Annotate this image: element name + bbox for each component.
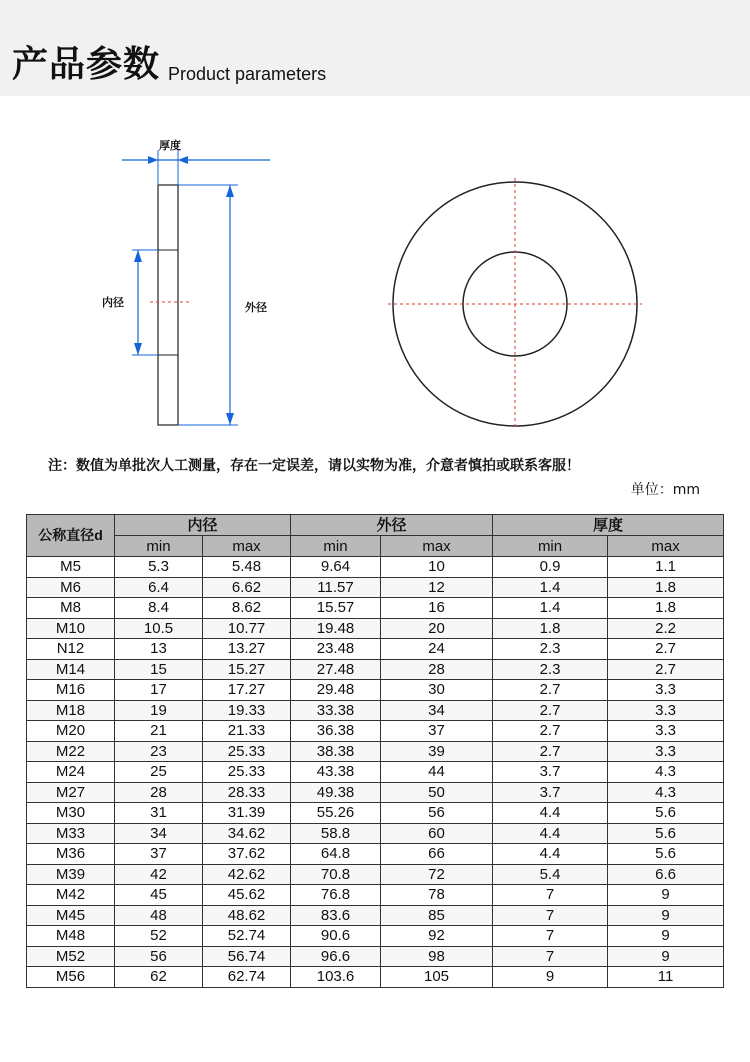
nominal-cell: M24 bbox=[27, 762, 115, 783]
thickness-min-cell: 7 bbox=[493, 926, 608, 947]
outer-min-cell: 58.8 bbox=[291, 823, 381, 844]
outer-min-cell: 76.8 bbox=[291, 885, 381, 906]
nominal-cell: M45 bbox=[27, 905, 115, 926]
measurement-note: 注：数值为单批次人工测量，存在一定误差，请以实物为准，介意者慎拍或联系客服！ bbox=[48, 458, 580, 474]
inner-max-cell: 52.74 bbox=[203, 926, 291, 947]
table-row bbox=[27, 885, 724, 906]
inner-min-cell: 15 bbox=[115, 659, 203, 680]
thickness-max-cell: 1.1 bbox=[608, 557, 724, 578]
table-row bbox=[27, 946, 724, 967]
thickness-min-cell: 5.4 bbox=[493, 864, 608, 885]
inner-max-cell: 45.62 bbox=[203, 885, 291, 906]
thickness-max-cell: 2.2 bbox=[608, 618, 724, 639]
inner-min-cell: 23 bbox=[115, 741, 203, 762]
thickness-min-cell: 2.7 bbox=[493, 741, 608, 762]
outer-min-cell: 55.26 bbox=[291, 803, 381, 824]
outer-min-cell: 90.6 bbox=[291, 926, 381, 947]
subheader-outer-min: min bbox=[291, 536, 381, 557]
outer-max-cell: 85 bbox=[381, 905, 493, 926]
table-row bbox=[27, 967, 724, 988]
outer-min-cell: 27.48 bbox=[291, 659, 381, 680]
table-row bbox=[27, 926, 724, 947]
thickness-min-cell: 1.8 bbox=[493, 618, 608, 639]
thickness-min-cell: 0.9 bbox=[493, 557, 608, 578]
inner-max-cell: 6.62 bbox=[203, 577, 291, 598]
inner-min-cell: 25 bbox=[115, 762, 203, 783]
thickness-min-cell: 1.4 bbox=[493, 598, 608, 619]
inner-max-cell: 21.33 bbox=[203, 721, 291, 742]
outer-max-cell: 66 bbox=[381, 844, 493, 865]
inner-min-cell: 17 bbox=[115, 680, 203, 701]
thickness-min-cell: 3.7 bbox=[493, 762, 608, 783]
inner-max-cell: 48.62 bbox=[203, 905, 291, 926]
inner-min-cell: 13 bbox=[115, 639, 203, 660]
table-row bbox=[27, 680, 724, 701]
thickness-min-cell: 4.4 bbox=[493, 844, 608, 865]
inner-max-cell: 37.62 bbox=[203, 844, 291, 865]
outer-max-cell: 105 bbox=[381, 967, 493, 988]
outer-max-cell: 34 bbox=[381, 700, 493, 721]
table-row bbox=[27, 905, 724, 926]
thickness-max-cell: 11 bbox=[608, 967, 724, 988]
thickness-min-cell: 4.4 bbox=[493, 803, 608, 824]
nominal-cell: M36 bbox=[27, 844, 115, 865]
thickness-max-cell: 3.3 bbox=[608, 721, 724, 742]
thickness-min-cell: 7 bbox=[493, 905, 608, 926]
outer-max-cell: 60 bbox=[381, 823, 493, 844]
header-nominal-diameter: 公称直径d bbox=[27, 515, 115, 557]
outer-min-cell: 29.48 bbox=[291, 680, 381, 701]
table-row bbox=[27, 700, 724, 721]
thickness-max-cell: 3.3 bbox=[608, 680, 724, 701]
inner-max-cell: 15.27 bbox=[203, 659, 291, 680]
outer-max-cell: 12 bbox=[381, 577, 493, 598]
inner-max-cell: 10.77 bbox=[203, 618, 291, 639]
thickness-min-cell: 7 bbox=[493, 885, 608, 906]
outer-min-cell: 49.38 bbox=[291, 782, 381, 803]
outer-max-cell: 78 bbox=[381, 885, 493, 906]
inner-min-cell: 37 bbox=[115, 844, 203, 865]
nominal-cell: M5 bbox=[27, 557, 115, 578]
table-row bbox=[27, 557, 724, 578]
table-row bbox=[27, 618, 724, 639]
page-subtitle: Product parameters bbox=[168, 64, 327, 84]
nominal-cell: M14 bbox=[27, 659, 115, 680]
outer-max-cell: 10 bbox=[381, 557, 493, 578]
inner-arrow-top bbox=[134, 250, 142, 262]
thickness-min-cell: 2.3 bbox=[493, 659, 608, 680]
nominal-cell: N12 bbox=[27, 639, 115, 660]
outer-max-cell: 30 bbox=[381, 680, 493, 701]
spec-table-head bbox=[27, 515, 724, 557]
outer-max-cell: 37 bbox=[381, 721, 493, 742]
inner-min-cell: 10.5 bbox=[115, 618, 203, 639]
outer-max-cell: 24 bbox=[381, 639, 493, 660]
inner-arrow-bottom bbox=[134, 343, 142, 355]
inner-max-cell: 28.33 bbox=[203, 782, 291, 803]
thickness-max-cell: 5.6 bbox=[608, 844, 724, 865]
washer-side-profile bbox=[158, 185, 178, 425]
outer-diameter-label: 外径 bbox=[245, 301, 267, 314]
inner-min-cell: 52 bbox=[115, 926, 203, 947]
thickness-arrow-left bbox=[148, 156, 158, 164]
nominal-cell: M20 bbox=[27, 721, 115, 742]
nominal-cell: M27 bbox=[27, 782, 115, 803]
nominal-cell: M10 bbox=[27, 618, 115, 639]
thickness-max-cell: 3.3 bbox=[608, 700, 724, 721]
inner-min-cell: 56 bbox=[115, 946, 203, 967]
nominal-cell: M18 bbox=[27, 700, 115, 721]
subheader-thickness-max: max bbox=[608, 536, 724, 557]
inner-max-cell: 5.48 bbox=[203, 557, 291, 578]
subheader-inner-max: max bbox=[203, 536, 291, 557]
inner-min-cell: 21 bbox=[115, 721, 203, 742]
outer-min-cell: 83.6 bbox=[291, 905, 381, 926]
thickness-max-cell: 5.6 bbox=[608, 823, 724, 844]
inner-min-cell: 48 bbox=[115, 905, 203, 926]
thickness-max-cell: 9 bbox=[608, 905, 724, 926]
outer-min-cell: 9.64 bbox=[291, 557, 381, 578]
thickness-min-cell: 9 bbox=[493, 967, 608, 988]
thickness-max-cell: 2.7 bbox=[608, 639, 724, 660]
outer-min-cell: 43.38 bbox=[291, 762, 381, 783]
outer-max-cell: 44 bbox=[381, 762, 493, 783]
inner-max-cell: 17.27 bbox=[203, 680, 291, 701]
thickness-max-cell: 6.6 bbox=[608, 864, 724, 885]
thickness-min-cell: 2.7 bbox=[493, 700, 608, 721]
outer-min-cell: 96.6 bbox=[291, 946, 381, 967]
inner-max-cell: 19.33 bbox=[203, 700, 291, 721]
outer-min-cell: 103.6 bbox=[291, 967, 381, 988]
thickness-min-cell: 4.4 bbox=[493, 823, 608, 844]
table-row bbox=[27, 782, 724, 803]
outer-max-cell: 16 bbox=[381, 598, 493, 619]
nominal-cell: M8 bbox=[27, 598, 115, 619]
nominal-cell: M48 bbox=[27, 926, 115, 947]
thickness-min-cell: 2.7 bbox=[493, 721, 608, 742]
thickness-min-cell: 2.7 bbox=[493, 680, 608, 701]
page-header bbox=[0, 0, 750, 96]
thickness-label: 厚度 bbox=[159, 139, 181, 152]
inner-min-cell: 28 bbox=[115, 782, 203, 803]
inner-max-cell: 13.27 bbox=[203, 639, 291, 660]
inner-max-cell: 34.62 bbox=[203, 823, 291, 844]
table-row bbox=[27, 598, 724, 619]
table-row bbox=[27, 844, 724, 865]
nominal-cell: M52 bbox=[27, 946, 115, 967]
table-row bbox=[27, 803, 724, 824]
outer-min-cell: 38.38 bbox=[291, 741, 381, 762]
table-row bbox=[27, 762, 724, 783]
table-row bbox=[27, 741, 724, 762]
spec-table bbox=[26, 514, 724, 988]
inner-max-cell: 56.74 bbox=[203, 946, 291, 967]
outer-max-cell: 98 bbox=[381, 946, 493, 967]
inner-max-cell: 42.62 bbox=[203, 864, 291, 885]
table-row bbox=[27, 659, 724, 680]
table-row bbox=[27, 864, 724, 885]
washer-drawing bbox=[90, 130, 670, 440]
inner-min-cell: 34 bbox=[115, 823, 203, 844]
inner-min-cell: 6.4 bbox=[115, 577, 203, 598]
outer-arrow-top bbox=[226, 185, 234, 197]
outer-max-cell: 39 bbox=[381, 741, 493, 762]
outer-min-cell: 70.8 bbox=[291, 864, 381, 885]
page-title: 产品参数 bbox=[12, 44, 161, 85]
nominal-cell: M30 bbox=[27, 803, 115, 824]
outer-min-cell: 11.57 bbox=[291, 577, 381, 598]
outer-min-cell: 23.48 bbox=[291, 639, 381, 660]
inner-min-cell: 45 bbox=[115, 885, 203, 906]
inner-min-cell: 31 bbox=[115, 803, 203, 824]
nominal-cell: M16 bbox=[27, 680, 115, 701]
inner-min-cell: 62 bbox=[115, 967, 203, 988]
thickness-max-cell: 9 bbox=[608, 885, 724, 906]
thickness-min-cell: 2.3 bbox=[493, 639, 608, 660]
inner-max-cell: 62.74 bbox=[203, 967, 291, 988]
thickness-max-cell: 2.7 bbox=[608, 659, 724, 680]
outer-min-cell: 19.48 bbox=[291, 618, 381, 639]
thickness-max-cell: 4.3 bbox=[608, 782, 724, 803]
outer-max-cell: 56 bbox=[381, 803, 493, 824]
table-row bbox=[27, 823, 724, 844]
nominal-cell: M33 bbox=[27, 823, 115, 844]
table-row bbox=[27, 577, 724, 598]
thickness-arrow-right bbox=[178, 156, 188, 164]
washer-diagram bbox=[90, 130, 670, 440]
table-row bbox=[27, 721, 724, 742]
thickness-max-cell: 9 bbox=[608, 946, 724, 967]
nominal-cell: M6 bbox=[27, 577, 115, 598]
thickness-max-cell: 3.3 bbox=[608, 741, 724, 762]
subheader-thickness-min: min bbox=[493, 536, 608, 557]
inner-min-cell: 5.3 bbox=[115, 557, 203, 578]
inner-max-cell: 25.33 bbox=[203, 762, 291, 783]
subheader-outer-max: max bbox=[381, 536, 493, 557]
inner-min-cell: 19 bbox=[115, 700, 203, 721]
header-thickness: 厚度 bbox=[493, 515, 724, 536]
outer-min-cell: 64.8 bbox=[291, 844, 381, 865]
header-outer-diameter: 外径 bbox=[291, 515, 493, 536]
inner-min-cell: 8.4 bbox=[115, 598, 203, 619]
inner-max-cell: 31.39 bbox=[203, 803, 291, 824]
thickness-max-cell: 4.3 bbox=[608, 762, 724, 783]
inner-max-cell: 8.62 bbox=[203, 598, 291, 619]
outer-max-cell: 50 bbox=[381, 782, 493, 803]
inner-min-cell: 42 bbox=[115, 864, 203, 885]
nominal-cell: M22 bbox=[27, 741, 115, 762]
table-row bbox=[27, 639, 724, 660]
outer-max-cell: 92 bbox=[381, 926, 493, 947]
unit-label: 单位：mm bbox=[630, 482, 700, 498]
nominal-cell: M39 bbox=[27, 864, 115, 885]
thickness-max-cell: 5.6 bbox=[608, 803, 724, 824]
outer-min-cell: 15.57 bbox=[291, 598, 381, 619]
inner-max-cell: 25.33 bbox=[203, 741, 291, 762]
thickness-min-cell: 7 bbox=[493, 946, 608, 967]
spec-table-body bbox=[27, 557, 724, 988]
thickness-max-cell: 1.8 bbox=[608, 598, 724, 619]
thickness-min-cell: 3.7 bbox=[493, 782, 608, 803]
outer-min-cell: 33.38 bbox=[291, 700, 381, 721]
thickness-max-cell: 9 bbox=[608, 926, 724, 947]
outer-min-cell: 36.38 bbox=[291, 721, 381, 742]
nominal-cell: M56 bbox=[27, 967, 115, 988]
subheader-inner-min: min bbox=[115, 536, 203, 557]
thickness-min-cell: 1.4 bbox=[493, 577, 608, 598]
thickness-max-cell: 1.8 bbox=[608, 577, 724, 598]
outer-max-cell: 72 bbox=[381, 864, 493, 885]
outer-max-cell: 20 bbox=[381, 618, 493, 639]
inner-diameter-label: 内径 bbox=[102, 296, 124, 309]
outer-arrow-bottom bbox=[226, 413, 234, 425]
outer-max-cell: 28 bbox=[381, 659, 493, 680]
nominal-cell: M42 bbox=[27, 885, 115, 906]
header-inner-diameter: 内径 bbox=[115, 515, 291, 536]
